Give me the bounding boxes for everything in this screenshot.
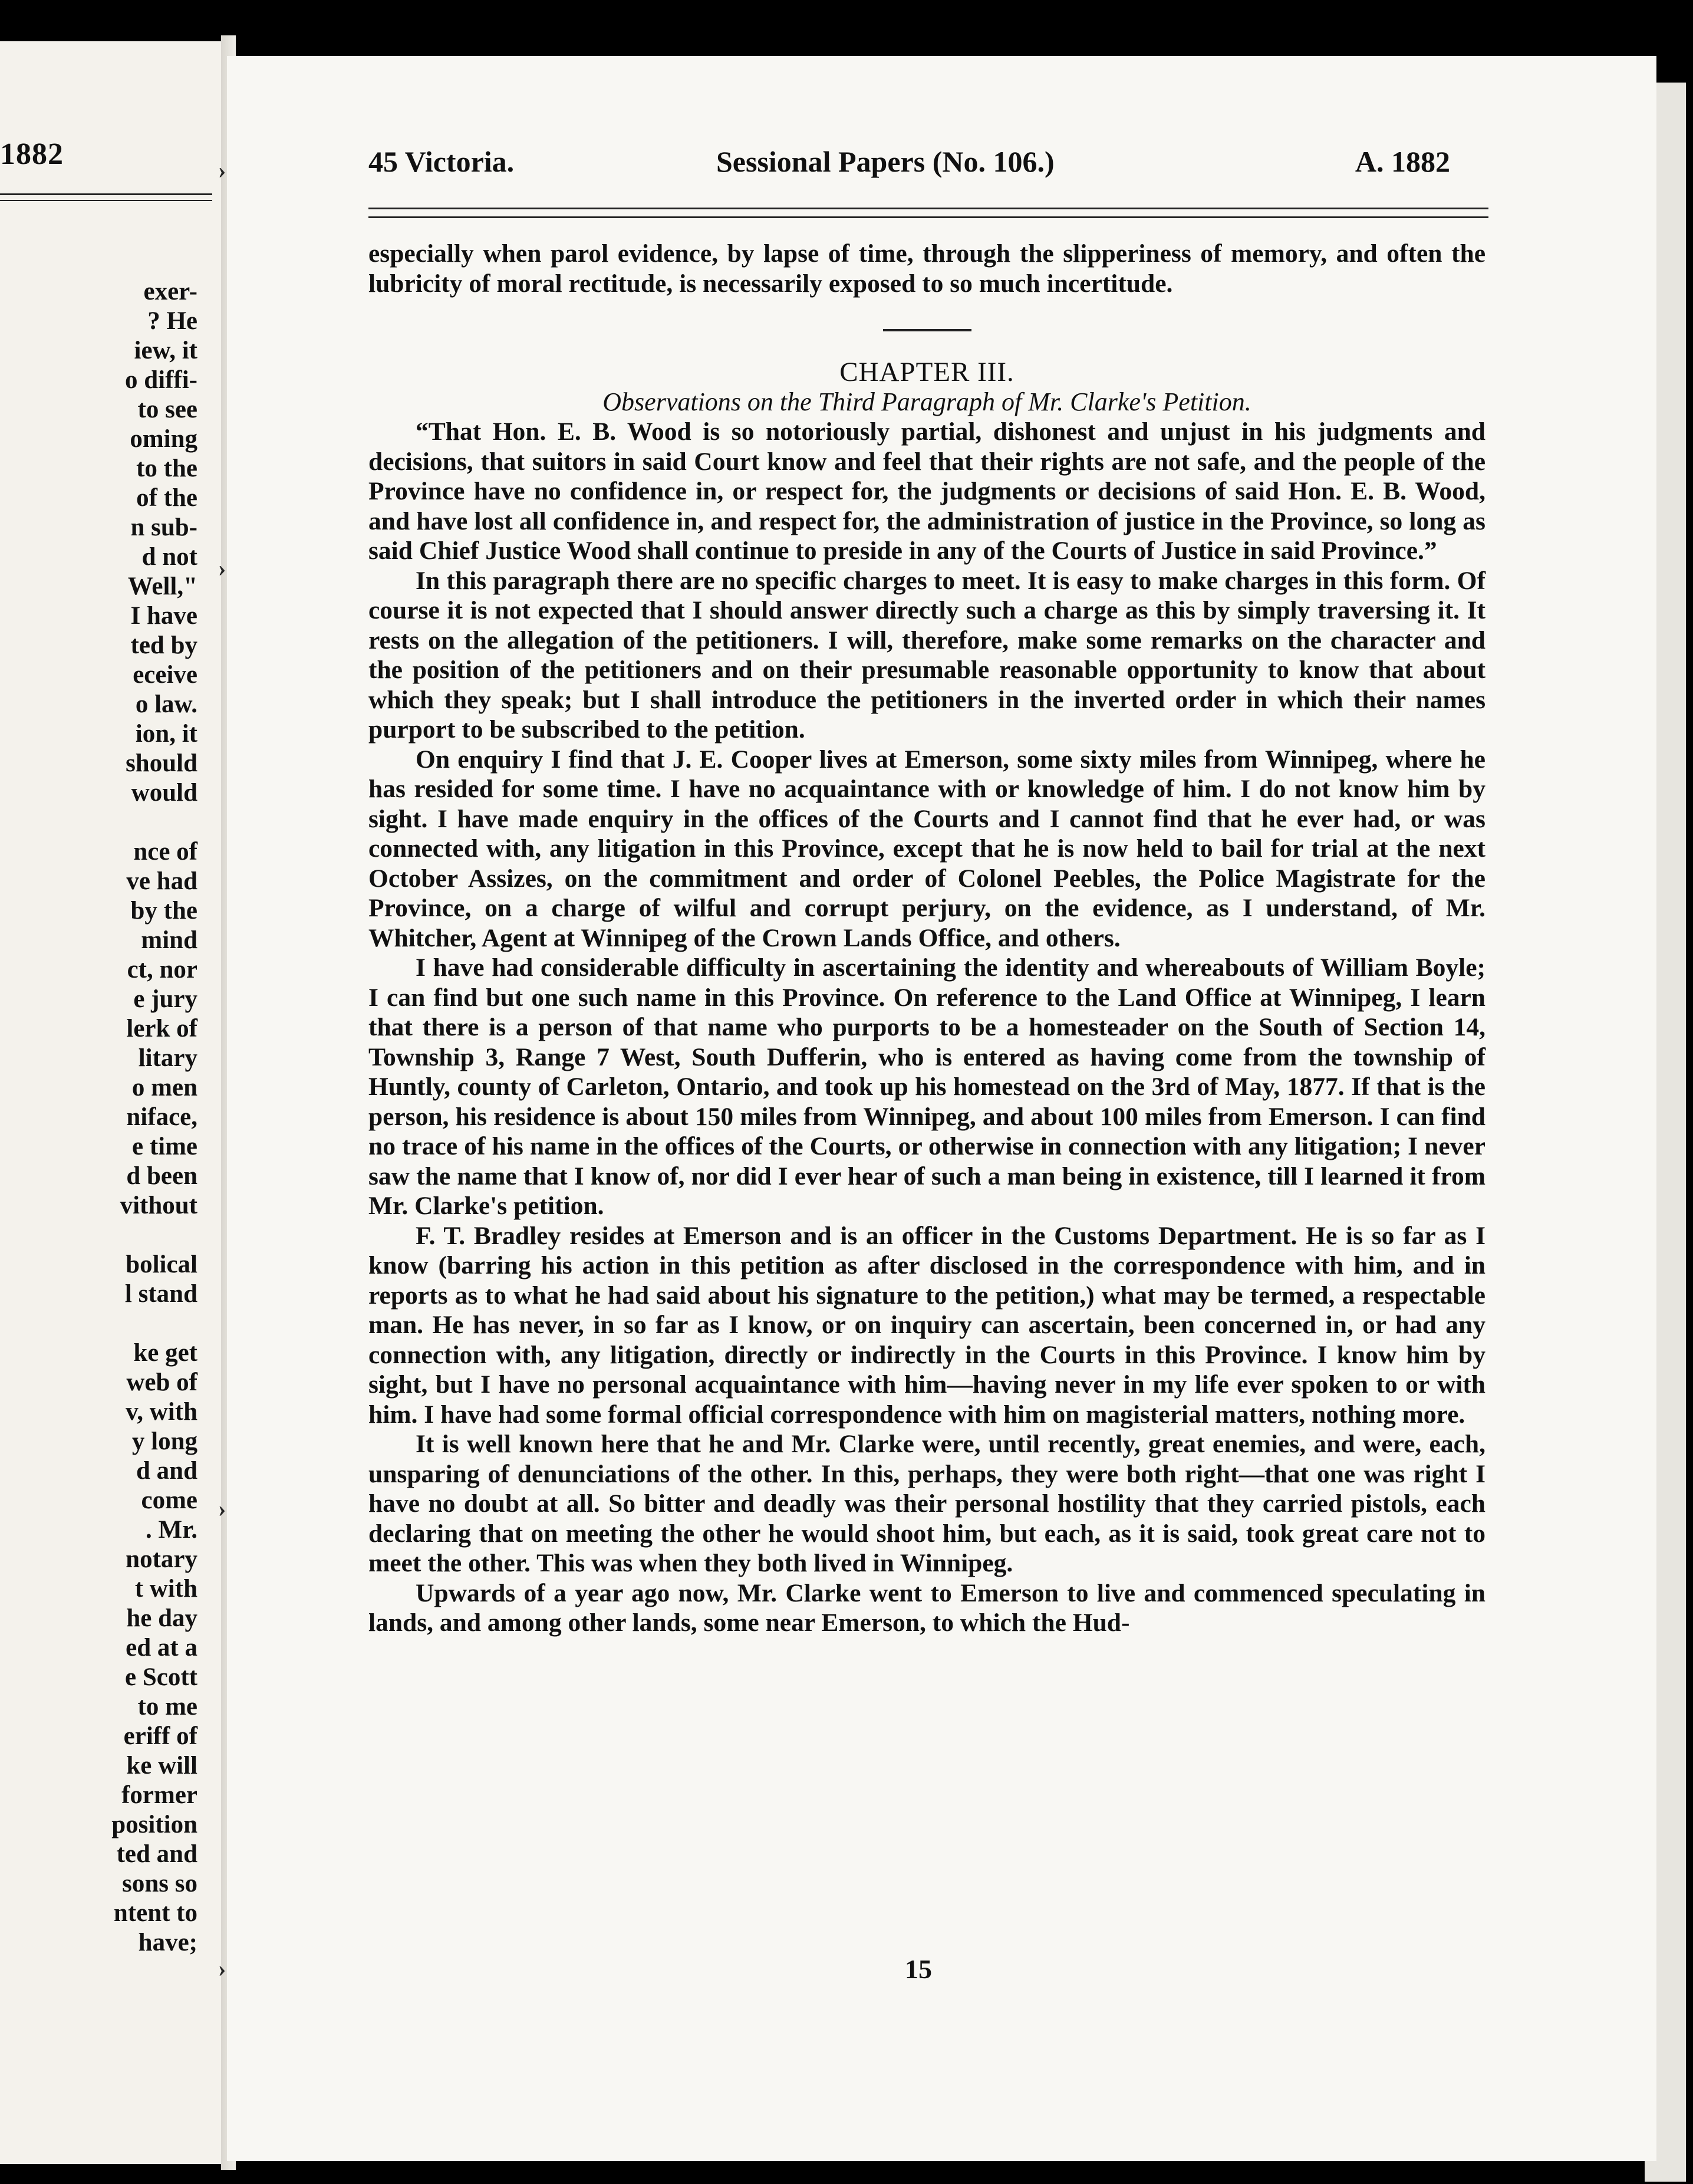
facing-page-line: eceive [133,661,197,689]
facing-page-line: bolical [126,1251,197,1278]
facing-page-line: he day [126,1604,197,1632]
facing-page-line: ted by [130,631,197,659]
paragraph: “That Hon. E. B. Wood is so notoriously partial, dishonest and unjust in his judgments and decisions, that suitors in said Court know and feel that their rights are not safe, and the people of the Province have no confidence in, or respect for, the judgments or decisions of said Hon. E. B. Wood, and have lost all confidence in, and respect for, the administration of justice in the Province, so long as said Chief Justice Wood shall continue to preside in any of the Courts of Justice in said Province.” [368,417,1486,565]
section-divider [883,329,971,331]
facing-page-line: web of [126,1369,197,1396]
facing-page-line: iew, it [134,337,197,364]
facing-page-line: n sub- [130,514,197,541]
facing-page-line: l stand [124,1280,197,1308]
facing-page-line: t with [134,1575,197,1603]
facing-page-line [111,1309,197,1338]
facing-page-rule [0,193,212,201]
page-number: 15 [905,1954,932,1984]
facing-page-line [111,1221,197,1250]
facing-page-line: ed at a [126,1634,197,1662]
facing-page-strip [0,41,221,2164]
facing-page-line: niface, [126,1103,197,1131]
facing-page-line: Well," [127,573,197,600]
facing-page-line: v, with [126,1398,197,1426]
facing-page-line: d not [141,543,197,571]
facing-page-line: ve had [126,867,197,895]
facing-page-line: of the [136,484,197,512]
header-volume: 45 Victoria. [368,145,515,178]
facing-page-line: e time [131,1133,197,1160]
header-year: A. 1882 [1355,145,1450,178]
facing-page-line: have; [138,1929,197,1956]
paragraph: On enquiry I find that J. E. Cooper lives at Emerson, some sixty miles from Winnipeg, where he has resided for some time. I have no acquaintance with or knowledge of him. I do not know him by sight. I have made enquiry in the offices of the Courts and I cannot find that he ever had, or was connected with, any litigation in this Province, except that he is now held to bail for trial at the next October Assizes, on the commitment and order of Colonel Peebles, the Police Magistrate for the Province, on a charge of wilful and corrupt perjury, on the evidence, as I understand, of Mr. Whitcher, Agent at Winnipeg of the Crown Lands Office, and others. [368,745,1486,952]
facing-page-line: I have [130,602,197,630]
facing-page-line: e jury [133,985,197,1013]
facing-page-line: d been [126,1162,197,1190]
running-header [368,144,1450,186]
facing-page-line: sons so [122,1870,197,1897]
facing-page-line: . Mr. [146,1516,197,1544]
facing-page-line: former [121,1781,197,1809]
paragraph: It is well known here that he and Mr. Clarke were, until recently, great enemies, and were, each, unsparing of denunciations of the other. In this, perhaps, they were both right—that one was right I have no doubt at all. So bitter and deadly was their personal hostility that they carried pistols, each declaring that on meeting the other he would shoot him, but each, as it is said, took great care not to meet the other. This was when they both lived in Winnipeg. [368,1430,1486,1577]
body-text [368,239,1486,1638]
margin-mark: › [218,1955,226,1982]
facing-page-line: ke get [133,1339,197,1367]
facing-page-header: 1882 [0,137,64,171]
paragraph: Upwards of a year ago now, Mr. Clarke went to Emerson to live and commenced speculating in lands, and among other lands, some near Emerson, to which the Hud- [368,1578,1486,1637]
facing-page-line: ? He [147,307,197,335]
header-double-rule [368,208,1488,218]
facing-page-line: o men [131,1074,197,1101]
facing-page-line: would [131,779,197,807]
facing-page-line: exer- [143,278,197,305]
facing-page-line: y long [131,1428,197,1455]
margin-mark: › [218,1495,226,1522]
facing-page-line: litary [138,1044,197,1072]
header-title: Sessional Papers (No. 106.) [716,145,1055,178]
facing-page-line: eriff of [123,1722,197,1750]
intro-paragraph: especially when parol evidence, by lapse of time, through the slipperiness of memory, and often the lubricity of moral rectitude, is necessarily exposed to so much incertitude. [368,239,1486,298]
facing-page-line: ion, it [135,720,197,748]
facing-page-line: lerk of [126,1015,197,1042]
facing-page-line: d and [136,1457,197,1485]
facing-page-line: ted and [116,1840,197,1868]
facing-page-line: nce of [133,838,197,866]
facing-page-line [111,808,197,837]
facing-page-line: e Scott [125,1663,197,1691]
facing-page-line: by the [130,897,197,925]
facing-page-line: ct, nor [127,956,197,984]
paragraph: I have had considerable difficulty in ascertaining the identity and whereabouts of William Boyle; I can find but one such name in this Province. On reference to the Land Office at Winnipeg, I learn that there is a person of that name who purports to be a homesteader on the South of Section 14, Township 3, Range 7 West, South Dufferin, who is entered as having come from the township of Huntly, county of Carleton, Ontario, and took up his homestead on the 3rd of May, 1877. If that is the person, his residence is about 150 miles from Winnipeg, and about 100 miles from Emerson. I can find no trace of his name in the offices of the Courts, or otherwise in connection with any litigation; I never saw the name that I know of, nor did I ever hear of such a man being in existence, till I learned it from Mr. Clarke's petition. [368,953,1486,1220]
paragraph: F. T. Bradley resides at Emerson and is an officer in the Customs Department. He is so far as I know (barring his action in this petition as after disclosed in the correspondence with him, and in reports as to what he had said about his signature to the petition,) what may be termed, a respectable man. He has never, in so far as I know, or on inquiry can ascertain, been concerned in, or had any connection with, any litigation, directly or indirectly in the Courts in this Province. I know him by sight, but I have no personal acquaintance with him—having never in my life ever spoken to or with him. I have had some formal official correspondence with him on magisterial matters, nothing more. [368,1221,1486,1429]
facing-page-line: mind [141,926,197,954]
margin-mark: › [218,157,226,183]
paragraph: In this paragraph there are no specific charges to meet. It is easy to make charges in this form. Of course it is not expected that I should answer directly such a charge as this by simply traversing it. It rests on the allegation of the petitioners. I will, therefore, make some remarks on the character and the position of the petitioners and on their presumable reasonable opportunity to know that about which they speak; but I shall introduce the petitioners in the inverted order in which their names purport to be subscribed to the petition. [368,566,1486,744]
chapter-title: CHAPTER III. [839,357,1015,387]
facing-page-line: position [111,1811,197,1838]
facing-page-line: ke will [126,1752,197,1780]
margin-mark: › [218,555,226,581]
facing-page-line: notary [126,1545,197,1573]
facing-page-line: to the [136,455,197,482]
chapter-subtitle: Observations on the Third Paragraph of Mr. Clarke's Petition. [602,387,1251,416]
facing-page-line: o law. [135,690,197,718]
facing-page-line: oming [130,425,197,453]
facing-page-line: to see [137,396,197,423]
facing-page-text [111,277,197,1958]
facing-page-line: come [141,1486,197,1514]
facing-page-line: ntent to [113,1899,197,1927]
facing-page-line: should [126,749,197,777]
facing-page-line: to me [137,1693,197,1721]
facing-page-line: o diffi- [124,366,197,394]
facing-page-line: vithout [120,1192,197,1219]
